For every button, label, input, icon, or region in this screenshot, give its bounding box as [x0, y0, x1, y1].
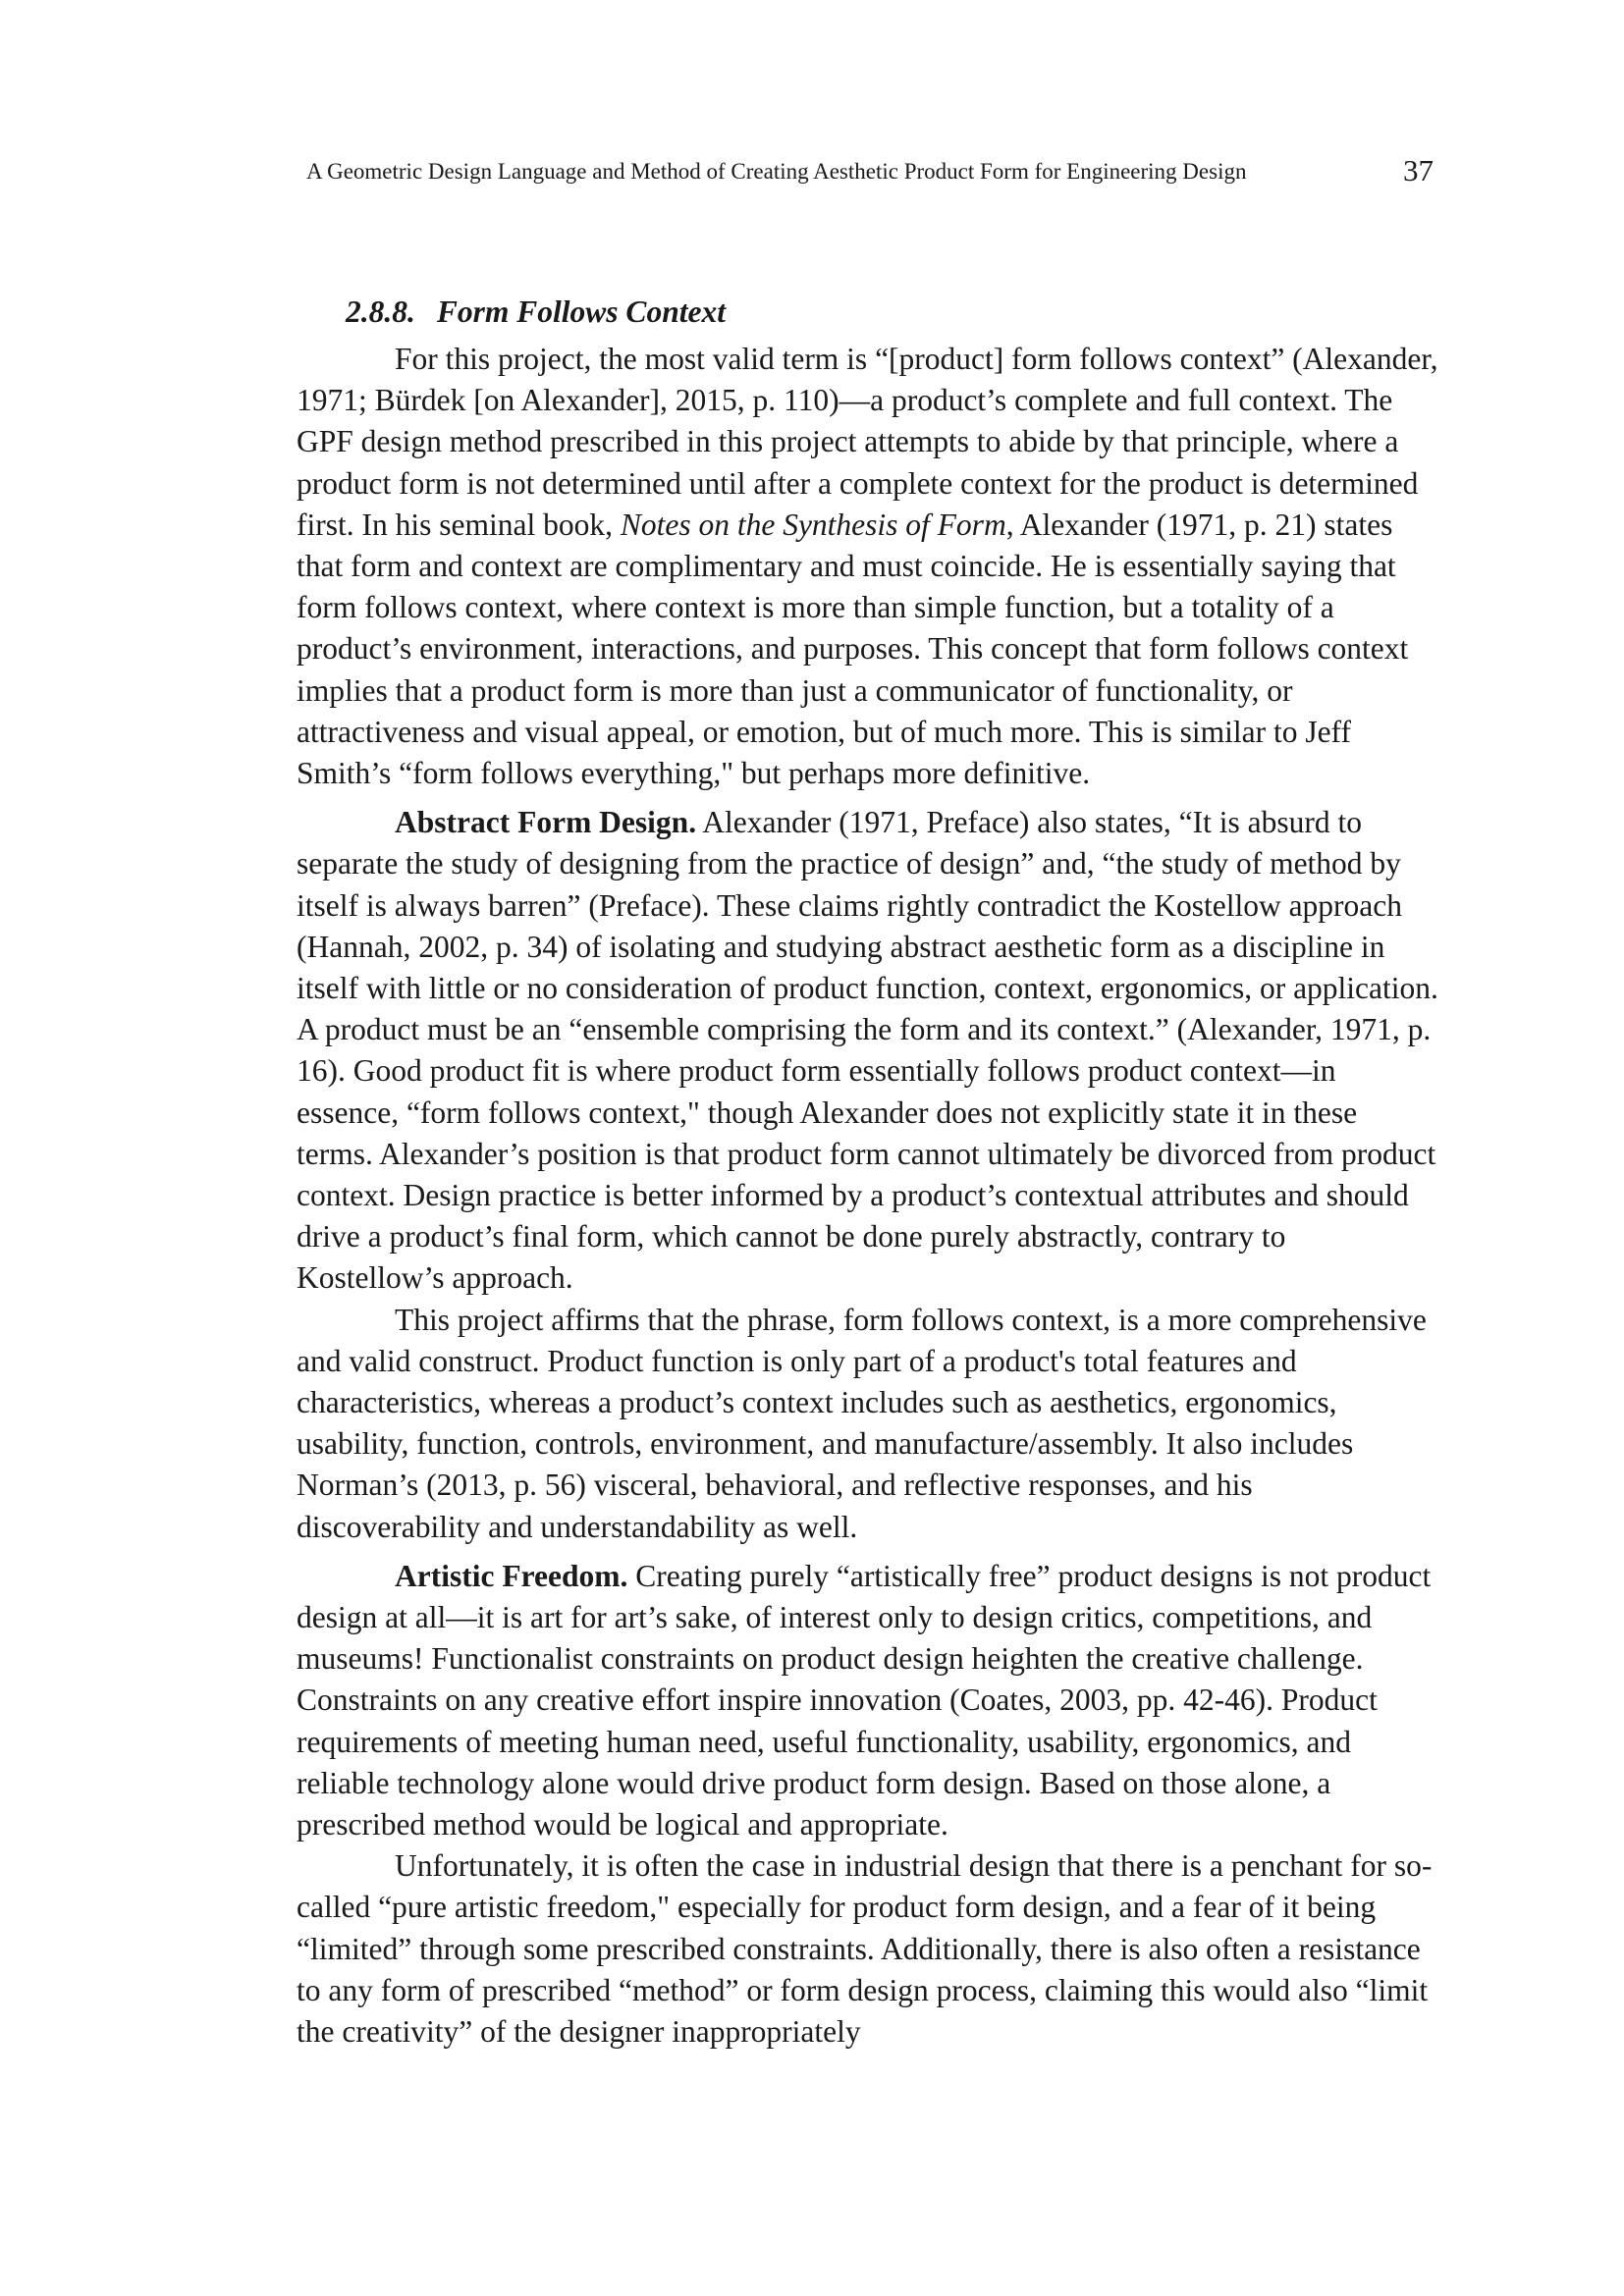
paragraph-text: For this project, the most valid term is “[product] form follows context” (Alexander, 1971; Bürdek [on Alexander], 2015, p. 110)—a product’s complete and full context. The GPF design method prescribed in this project attempts to abide by that principle, where a product form is not determined until after a complete context for the product is determined first. In his seminal book,: [297, 341, 1438, 542]
paragraph-text: This project affirms that the phrase, form follows context, is a more comprehensive and valid construct. Product function is only part of a product's total features and characteristics, whereas a product’s context includes such as aesthetics, ergonomics, usability, function, controls, environment, and manufacture/assembly. It also includes Norman’s (2013, p. 56) visceral, behavioral, and reflective responses, and his discoverability and understandability as well.: [297, 1302, 1427, 1544]
paragraph-artistic-freedom: [297, 1556, 1440, 1845]
book-title: Notes on the Synthesis of Form: [620, 507, 1006, 542]
paragraph-text: , Alexander (1971, p. 21) states that form and context are complimentary and must coincide. He is essentially saying that form follows context, where context is more than simple function, but a totality of a product’s environment, interactions, and purposes. This concept that form follows context implies that a product form is more than just a communicator of functionality, or attractiveness and visual appeal, or emotion, but of much more. This is similar to Jeff Smith’s “form follows everything," but perhaps more definitive.: [297, 507, 1409, 790]
run-in-heading-abstract-form-design: Abstract Form Design.: [395, 805, 697, 840]
section-title: Form Follows Context: [436, 294, 726, 329]
paragraph-form-follows-context: [297, 339, 1440, 794]
running-title: A Geometric Design Language and Method of Creating Aesthetic Product Form for Engineering Design: [306, 159, 1247, 184]
paragraph-text: Alexander (1971, Preface) also states, “It is absurd to separate the study of designing from the practice of design” and, “the study of method by itself is always barren” (Preface). These claims rightly contradict the Kostellow approach (Hannah, 2002, p. 34) of isolating and studying abstract aesthetic form as a discipline in itself with little or no consideration of product function, context, ergonomics, or application. A product must be an “ensemble comprising the form and its context.” (Alexander, 1971, p. 16). Good product fit is where product form essentially follows product context—in essence, “form follows context," though Alexander does not explicitly state it in these terms. Alexander’s position is that product form cannot ultimately be divorced from product context. Design practice is better informed by a product’s contextual attributes and should drive a product’s final form, which cannot be done purely abstractly, contrary to Kostellow’s approach.: [297, 805, 1438, 1296]
section-heading: [346, 293, 1440, 333]
paragraph-project-affirms: [297, 1300, 1440, 1548]
section-number: 2.8.8.: [346, 294, 415, 329]
run-in-heading-artistic-freedom: Artistic Freedom.: [395, 1558, 628, 1593]
page-body: [297, 293, 1440, 2053]
paragraph-text: Creating purely “artistically free” product designs is not product design at all—it is art for art’s sake, of interest only to design critics, competitions, and museums! Functionalist constraints on product design heighten the creative challenge. Constraints on any creative effort inspire innovation (Coates, 2003, pp. 42-46). Product requirements of meeting human need, useful functionality, usability, ergonomics, and reliable technology alone would drive product form design. Based on those alone, a prescribed method would be logical and appropriate.: [297, 1558, 1432, 1842]
paragraph-abstract-form-design: [297, 802, 1440, 1299]
paragraph-unfortunately: [297, 1845, 1440, 2053]
page-number: 37: [1403, 153, 1434, 187]
paragraph-text: Unfortunately, it is often the case in industrial design that there is a penchant for so-called “pure artistic freedom," especially for product form design, and a fear of it being “limited” through some prescribed constraints. Additionally, there is also often a resistance to any form of prescribed “method” or form design process, claiming this would also “limit the creativity” of the designer inappropriately: [297, 1848, 1433, 2050]
page-header: [306, 153, 1434, 192]
